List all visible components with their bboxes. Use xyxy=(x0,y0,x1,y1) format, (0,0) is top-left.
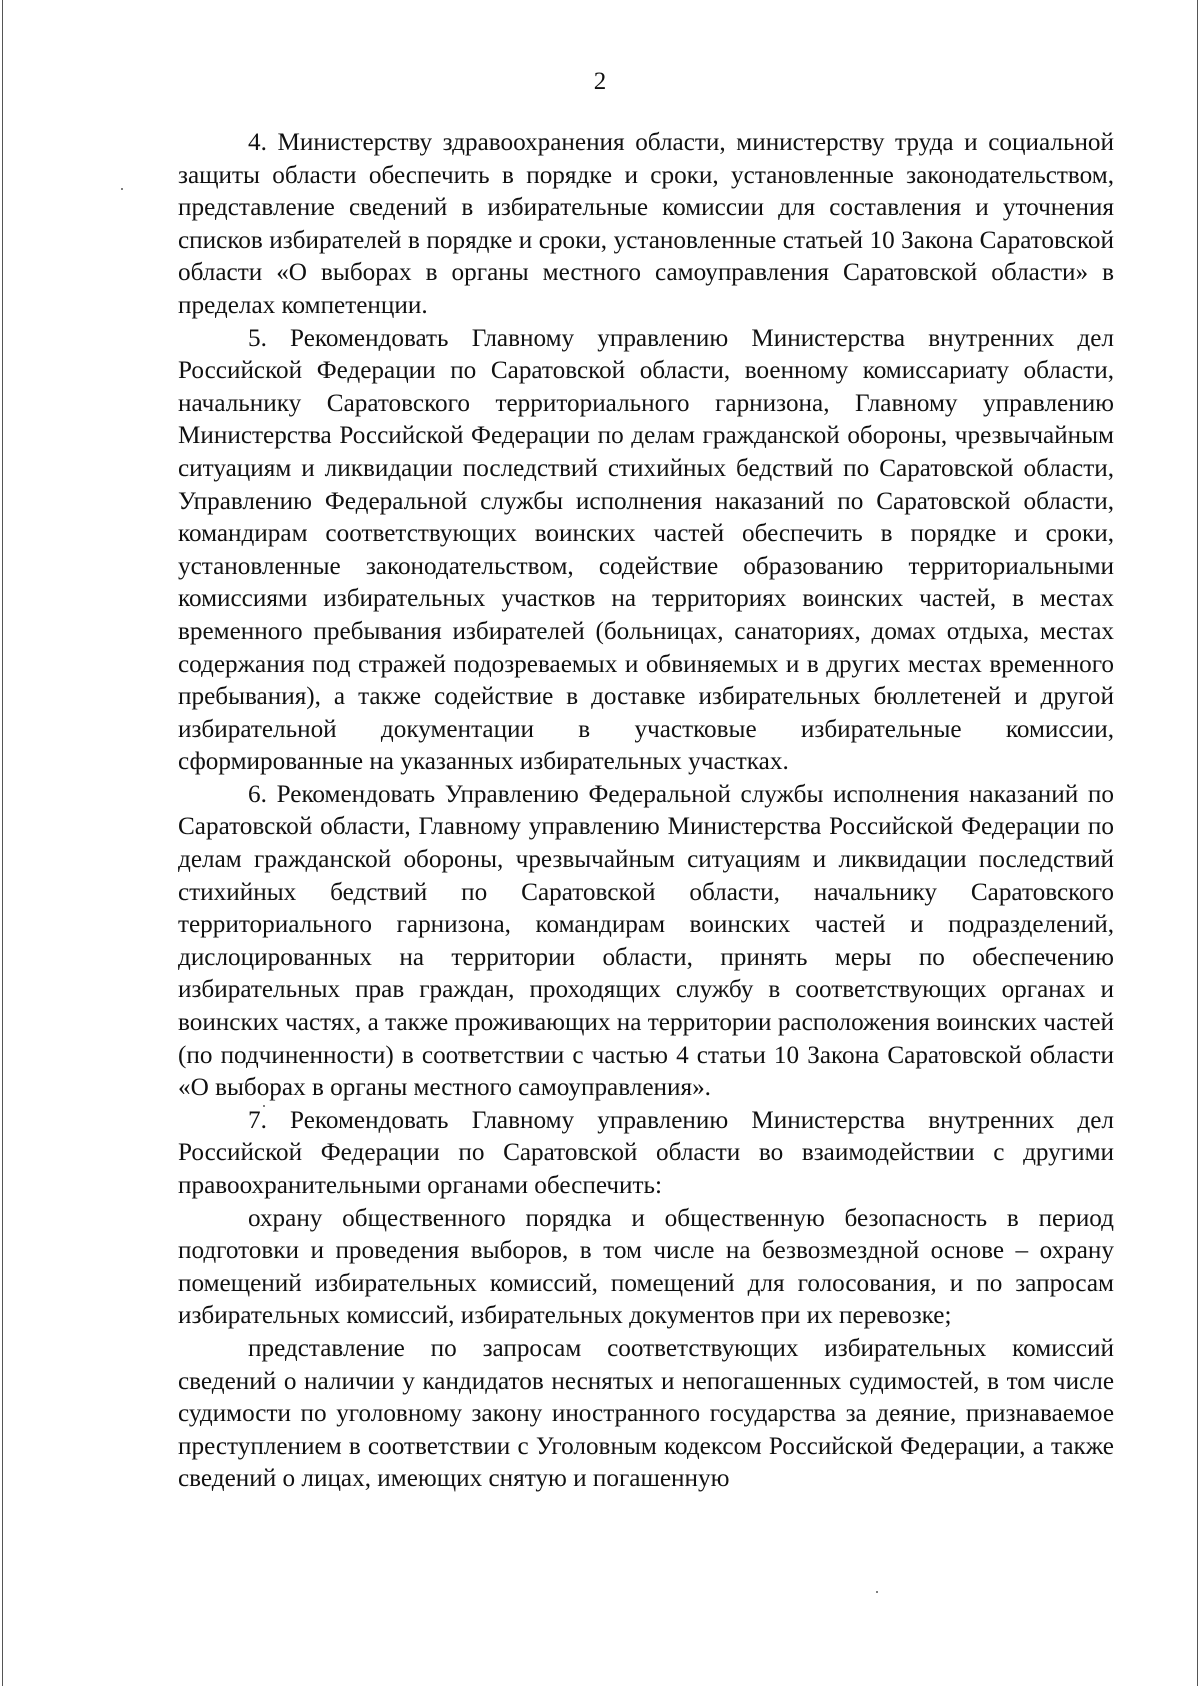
page-number: 2 xyxy=(593,68,607,95)
scan-speck xyxy=(876,1591,878,1593)
paragraph-item-7: 7. Рекомендовать Главному управлению Министерства внутренних дел Российской Федерации по Саратовской области во взаимодействии с другими правоохранительными органами обеспечить: xyxy=(178,1106,1114,1199)
paragraph-public-order: охрану общественного порядка и общественную безопасность в период подготовки и проведения выборов, в том числе на безвозмездной основе – охрану помещений избирательных комиссий, помещений для голосования, и по запросам избирательных комиссий, избирательных документов при их перевозке; xyxy=(178,1204,1114,1330)
scan-edge-right xyxy=(1197,0,1198,1686)
paragraph-item-5: 5. Рекомендовать Главному управлению Министерства внутренних дел Российской Федерации по Саратовской области, военному комиссариату области, начальнику Саратовского территориального гарнизона, Главному управлению Министерства Российской Федерации по делам гражданской обороны, чрезвычайным ситуациям и ликвидации последствий стихийных бедствий по Саратовской области, Управлению Федеральной службы исполнения наказаний по Саратовской области, командирам соответствующих воинских частей обеспечить в порядке и сроки, установленные законодательством, содействие образованию территориальными комиссиями избирательных участков на территориях воинских частей, в местах временного пребывания избирателей (больницах, санаториях, домах отдыха, местах содержания под стражей подозреваемых и обвиняемых и в других местах временного пребывания), а также содействие в доставке избирательных бюллетеней и другой избирательной документации в участковые избирательные комиссии, сформированные на указанных избирательных участках. xyxy=(178,324,1114,776)
document-body xyxy=(178,127,1114,1496)
scan-edge-left xyxy=(2,0,3,1686)
paragraph-criminal-records: представление по запросам соответствующих избирательных комиссий сведений о наличии у кандидатов неснятых и непогашенных судимостей, в том числе судимости по уголовному закону иностранного государства за деяние, признаваемое преступлением в соответствии с Уголовным кодексом Российской Федерации, а также сведений о лицах, имеющих снятую и погашенную xyxy=(178,1334,1114,1493)
paragraph-item-4: 4. Министерству здравоохранения области, министерству труда и социальной защиты области обеспечить в порядке и сроки, установленные законодательством, представление сведений в избирательные комиссии для составления и уточнения списков избирателей в порядке и сроки, установленные статьей 10 Закона Саратовской области «О выборах в органы местного самоуправления Саратовской области» в пределах компетенции. xyxy=(178,129,1114,319)
paragraph-item-6: 6. Рекомендовать Управлению Федеральной службы исполнения наказаний по Саратовской области, Главному управлению Министерства Российской Федерации по делам гражданской обороны, чрезвычайным ситуациям и ликвидации последствий стихийных бедствий по Саратовской области, начальнику Саратовского территориального гарнизона, командирам воинских частей и подразделений, дислоцированных на территории области, принять меры по обеспечению избирательных прав граждан, проходящих службу в соответствующих органах и воинских частях, а также проживающих на территории расположения воинских частей (по подчиненности) в соответствии с частью 4 статьи 10 Закона Саратовской области «О выборах в органы местного самоуправления». xyxy=(178,780,1114,1102)
scan-speck xyxy=(121,188,123,190)
